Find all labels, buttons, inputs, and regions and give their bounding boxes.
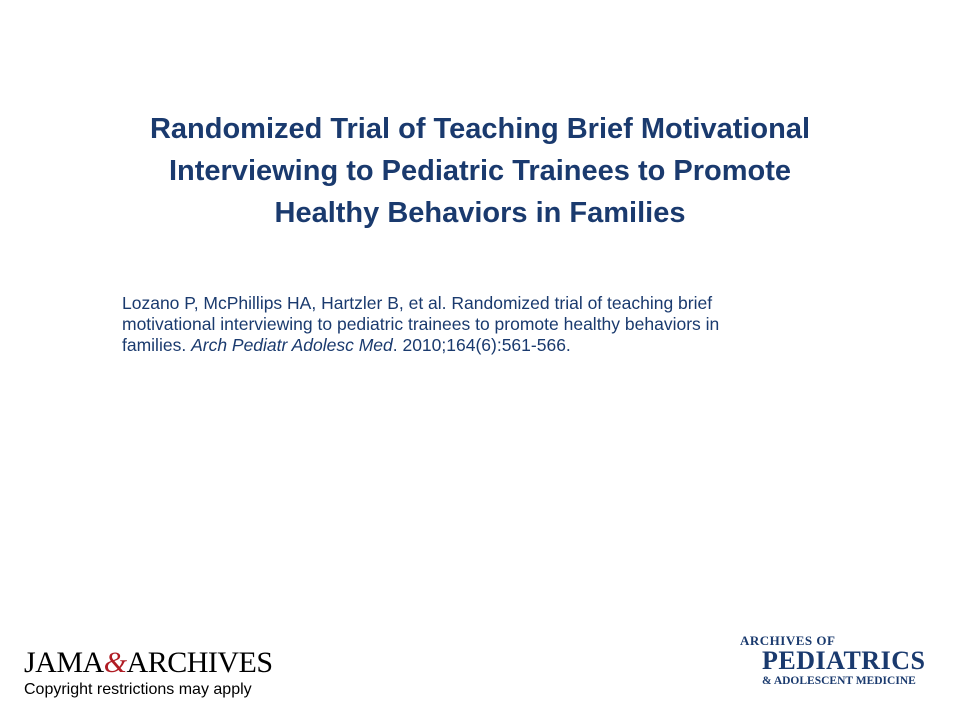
title-line-3: Healthy Behaviors in Families — [274, 197, 686, 229]
jama-logo-right: ARCHIVES — [126, 646, 273, 679]
jama-logo-ampersand: & — [103, 646, 127, 679]
citation-journal: Arch Pediatr Adolesc Med — [191, 335, 393, 355]
journal-logo-subtitle: & ADOLESCENT MEDICINE — [762, 675, 916, 687]
citation-line-3 — [122, 335, 867, 356]
citation-line-2: motivational interviewing to pediatric trainees to promote healthy behaviors in — [122, 314, 720, 334]
citation-prefix: families. — [122, 335, 187, 355]
journal-logo-top: ARCHIVES OF — [740, 633, 836, 648]
title-line-2: Interviewing to Pediatric Trainees to Promote — [168, 155, 792, 187]
citation-line-1: Lozano P, McPhillips HA, Hartzler B, et al. Randomized trial of teaching brief — [122, 293, 713, 313]
citation-suffix: . 2010;164(6):561-566. — [392, 335, 571, 355]
slide-title — [80, 108, 880, 234]
journal-logo-name: PEDIATRICS — [762, 646, 926, 675]
jama-logo-left: JAMA — [24, 646, 104, 679]
citation — [122, 293, 867, 356]
title-line-1: Randomized Trial of Teaching Brief Motivational — [149, 113, 811, 145]
copyright-notice: Copyright restrictions may apply — [24, 681, 252, 698]
journal-logo — [740, 633, 945, 688]
jama-archives-logo — [24, 646, 273, 680]
